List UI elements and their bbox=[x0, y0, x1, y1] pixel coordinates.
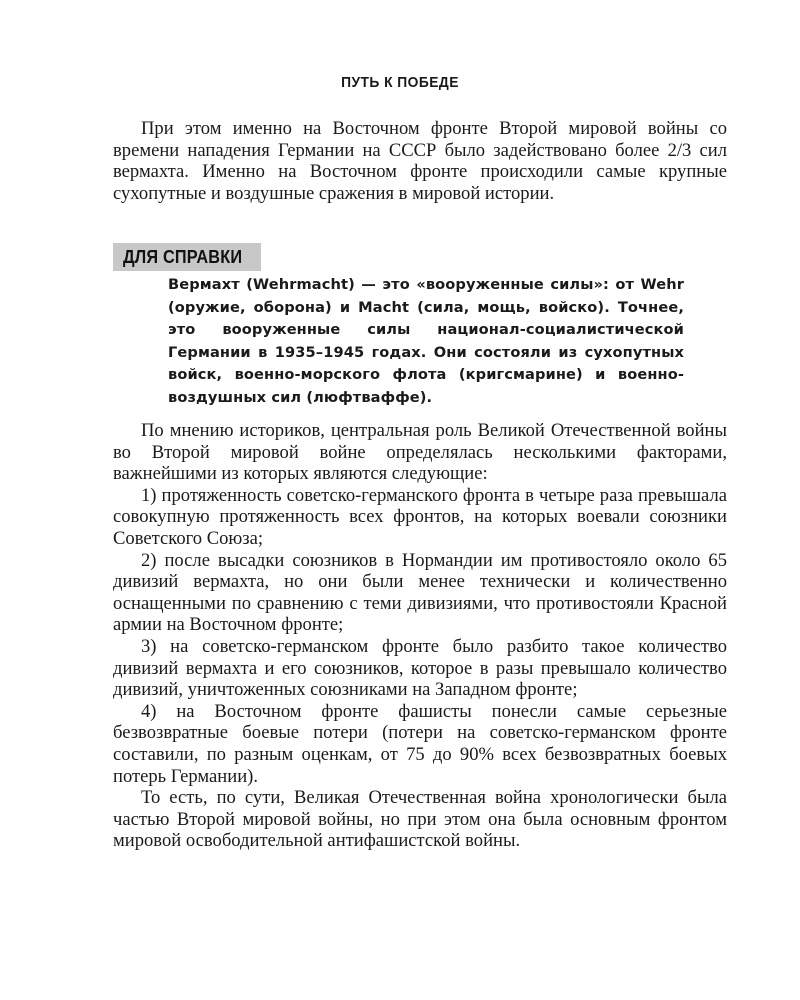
reference-label bbox=[113, 243, 261, 271]
reference-text: Вермахт (Wehrmacht) — это «вооруженные силы»: от Wehr (оружие, оборона) и Macht (сила, мощь, войско). Точнее, это вооруженные силы национал-социалистической Германии в 1935–1945 годах. Они состояли из сухопутных войск, военно-морского флота (кригсмарине) и военно-воздушных сил (люфтваффе). bbox=[168, 276, 684, 406]
main-section bbox=[113, 420, 727, 852]
intro-paragraph: При этом именно на Восточном фронте Второй мировой войны со времени нападения Германии на СССР было задействовано более 2/3 сил вермахта. Именно на Восточном фронте происходили самые крупные сухопутные и воздушные сражения в мировой истории. bbox=[113, 118, 727, 204]
main-paragraph: 2) после высадки союзников в Нормандии им противостояло около 65 дивизий вермахта, но они были менее технически и количественно оснащенными по сравнению с теми дивизиями, что противостояли Красной армии на Восточном фронте; bbox=[113, 549, 727, 636]
running-header: ПУТЬ К ПОБЕДЕ bbox=[341, 74, 459, 91]
main-paragraph: 4) на Восточном фронте фашисты понесли самые серьезные безвозвратные боевые потери (потери на советско-германском фронте составили, по разным оценкам, от 75 до 90% всех безвозвратных боевых потерь Германии). bbox=[113, 700, 727, 787]
main-paragraph: То есть, по сути, Великая Отечественная война хронологически была частью Второй мировой войны, но при этом она была основным фронтом мировой освободительной антифашистской войны. bbox=[113, 787, 727, 852]
reference-box bbox=[168, 274, 684, 410]
main-paragraph: 1) протяженность советско-германского фронта в четыре раза превышала совокупную протяженность всех фронтов, на которых воевали союзники Советского Союза; bbox=[113, 484, 727, 549]
reference-label-text: ДЛЯ СПРАВКИ bbox=[123, 246, 243, 267]
main-paragraph: 3) на советско-германском фронте было разбито такое количество дивизий вермахта и его союзников, которое в разы превышало количество дивизий, уничтоженных союзниками на Западном фронте; bbox=[113, 635, 727, 701]
intro-section bbox=[113, 118, 727, 204]
main-paragraph: По мнению историков, центральная роль Великой Отечественной войны во Второй мировой войне определялась несколькими факторами, важнейшими из которых являются следующие: bbox=[113, 420, 727, 485]
